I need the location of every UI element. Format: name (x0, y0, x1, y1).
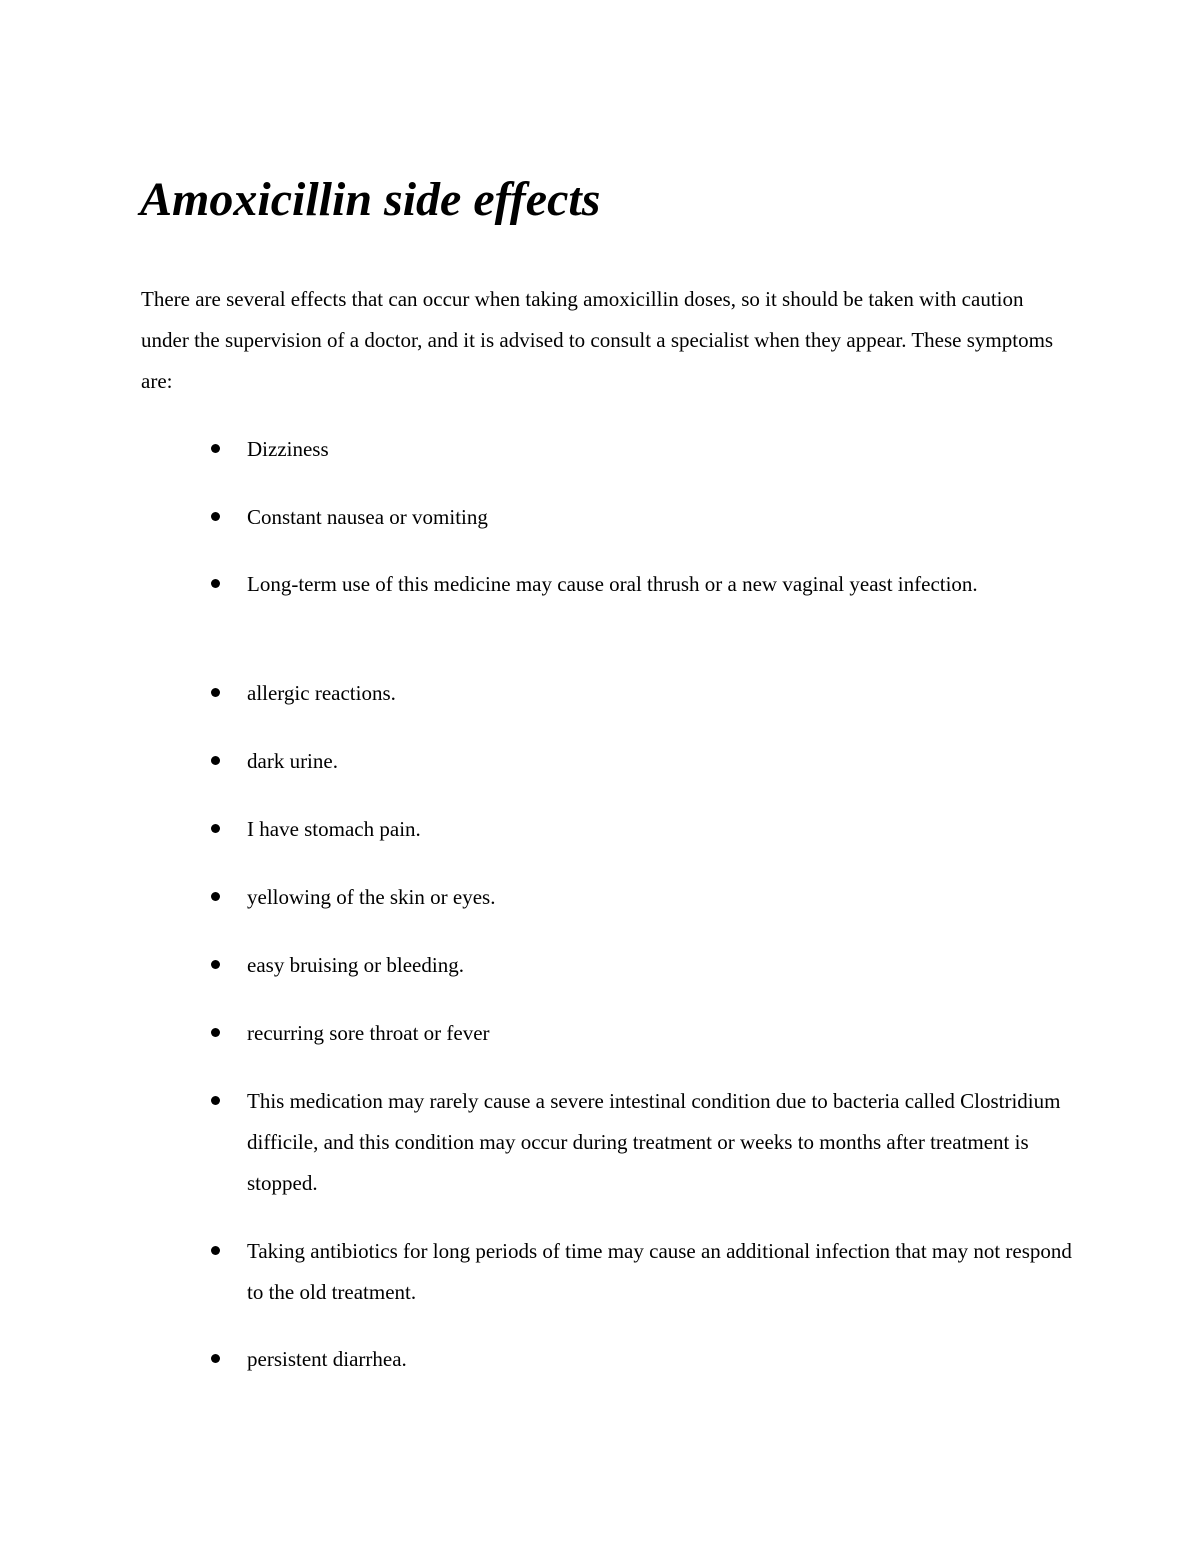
bullet-icon (211, 444, 220, 453)
bullet-icon (211, 892, 220, 901)
list-item (247, 1339, 1077, 1380)
list-item-text: Taking antibiotics for long periods of time may cause an additional infection that may not respond to the old treatment. (247, 1239, 1072, 1304)
bullet-icon (211, 512, 220, 521)
list-item (247, 1081, 1077, 1204)
bullet-icon (211, 1246, 220, 1255)
list-item (247, 809, 1077, 850)
list-item (247, 429, 1077, 470)
bullet-icon (211, 579, 220, 588)
list-item (247, 673, 1077, 714)
list-item (247, 497, 1077, 538)
list-item-text: recurring sore throat or fever (247, 1021, 490, 1045)
list-item-text: Constant nausea or vomiting (247, 505, 488, 529)
list-item-text: dark urine. (247, 749, 338, 773)
list-item-text: easy bruising or bleeding. (247, 953, 464, 977)
list-item (247, 741, 1077, 782)
list-item (247, 1231, 1077, 1313)
list-item-text: yellowing of the skin or eyes. (247, 885, 496, 909)
list-item-text: I have stomach pain. (247, 817, 421, 841)
bullet-icon (211, 756, 220, 765)
bullet-icon (211, 1096, 220, 1105)
list-item-text: allergic reactions. (247, 681, 396, 705)
bullet-icon (211, 1354, 220, 1363)
intro-paragraph: There are several effects that can occur when taking amoxicillin doses, so it should be taken with caution under the supervision of a doctor, and it is advised to consult a specialist when they appear. These symptoms are: (141, 287, 1054, 393)
list-item-text: Dizziness (247, 437, 329, 461)
list-item-text: Long-term use of this medicine may cause oral thrush or a new vaginal yeast infection. (247, 572, 978, 596)
bullet-icon (211, 824, 220, 833)
list-item (247, 877, 1077, 918)
bullet-icon (211, 1028, 220, 1037)
list-item (247, 564, 1077, 605)
bullet-icon (211, 960, 220, 969)
list-item-text: persistent diarrhea. (247, 1347, 407, 1371)
list-item (247, 945, 1077, 986)
document-title: Amoxicillin side effects (140, 173, 601, 226)
list-item-text: This medication may rarely cause a severe intestinal condition due to bacteria called Clostridium difficile, and this condition may occur during treatment or weeks to months after treatment is stopped. (247, 1089, 1061, 1195)
list-item (247, 1013, 1077, 1054)
bullet-icon (211, 688, 220, 697)
